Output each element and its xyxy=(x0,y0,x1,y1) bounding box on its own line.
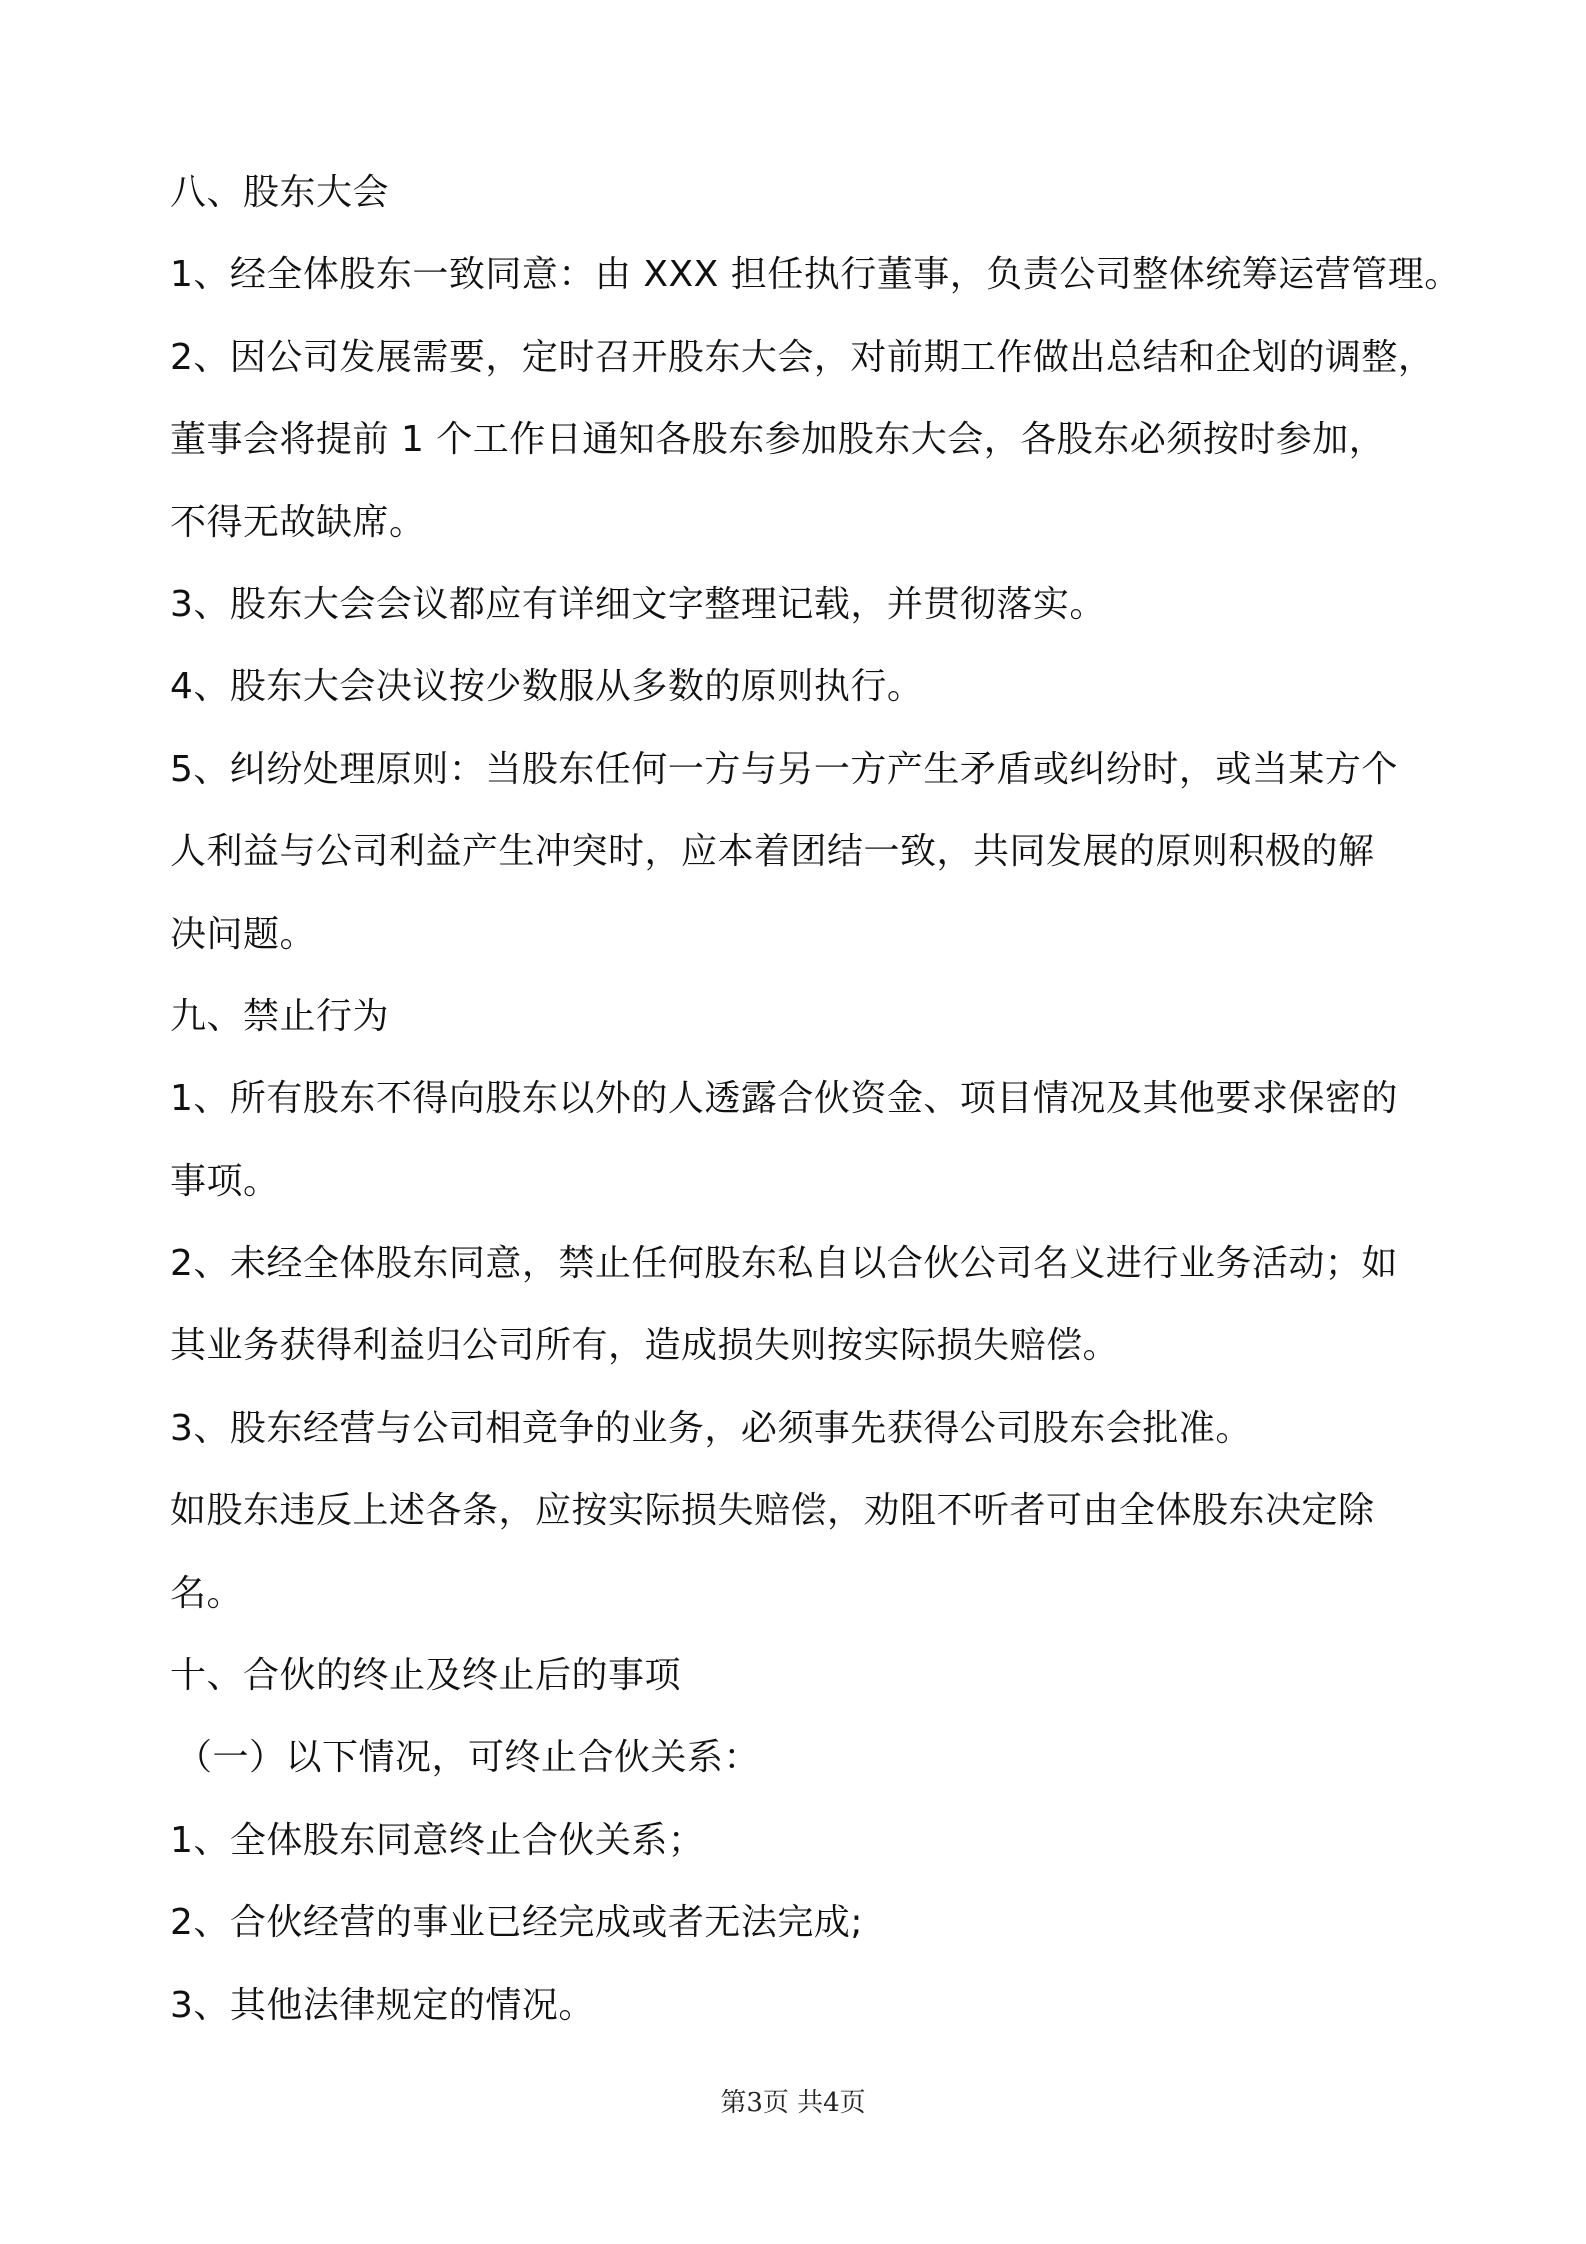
paragraph-line: 1、全体股东同意终止合伙关系； xyxy=(170,1819,705,1861)
paragraph-line: 3、股东大会会议都应有详细文字整理记载，并贯彻落实。 xyxy=(170,583,1106,625)
paragraph-line: 事项。 xyxy=(170,1160,280,1202)
paragraph-line: 其业务获得利益归公司所有，造成损失则按实际损失赔偿。 xyxy=(170,1325,1120,1367)
paragraph-line: 2、合伙经营的事业已经完成或者无法完成; xyxy=(170,1902,864,1944)
paragraph-line: 人利益与公司利益产生冲突时，应本着团结一致，共同发展的原则积极的解 xyxy=(170,831,1375,873)
paragraph-line: 名。 xyxy=(170,1572,244,1614)
paragraph-line: 1、经全体股东一致同意：由 XXX 担任执行董事，负责公司整体统筹运营管理。 xyxy=(170,254,1461,296)
paragraph-line: 不得无故缺席。 xyxy=(170,501,426,543)
section-heading: 十、合伙的终止及终止后的事项 xyxy=(170,1655,682,1697)
paragraph-line: 决问题。 xyxy=(170,913,317,955)
document-body xyxy=(170,152,1461,2047)
paragraph-line: 董事会将提前 1 个工作日通知各股东参加股东大会，各股东必须按时参加， xyxy=(170,419,1386,461)
subsection-heading: （一）以下情况，可终止合伙关系： xyxy=(176,1737,761,1779)
paragraph-line: 2、未经全体股东同意，禁止任何股东私自以合伙公司名义进行业务活动；如 xyxy=(170,1243,1398,1285)
section-heading: 九、禁止行为 xyxy=(170,995,390,1037)
paragraph-line: 4、股东大会决议按少数服从多数的原则执行。 xyxy=(170,666,924,708)
page-number-footer: 第3页 共4页 xyxy=(720,2088,866,2118)
paragraph-line: 5、纠纷处理原则：当股东任何一方与另一方产生矛盾或纠纷时，或当某方个 xyxy=(170,748,1398,790)
paragraph-line: 3、其他法律规定的情况。 xyxy=(170,1984,595,2026)
paragraph-line: 1、所有股东不得向股东以外的人透露合伙资金、项目情况及其他要求保密的 xyxy=(170,1078,1398,1120)
paragraph-line: 如股东违反上述各条，应按实际损失赔偿，劝阻不听者可由全体股东决定除 xyxy=(170,1490,1375,1532)
paragraph-line: 2、因公司发展需要，定时召开股东大会，对前期工作做出总结和企划的调整， xyxy=(170,336,1435,378)
paragraph-line: 3、股东经营与公司相竞争的业务，必须事先获得公司股东会批准。 xyxy=(170,1407,1252,1449)
section-heading: 八、股东大会 xyxy=(170,172,390,213)
